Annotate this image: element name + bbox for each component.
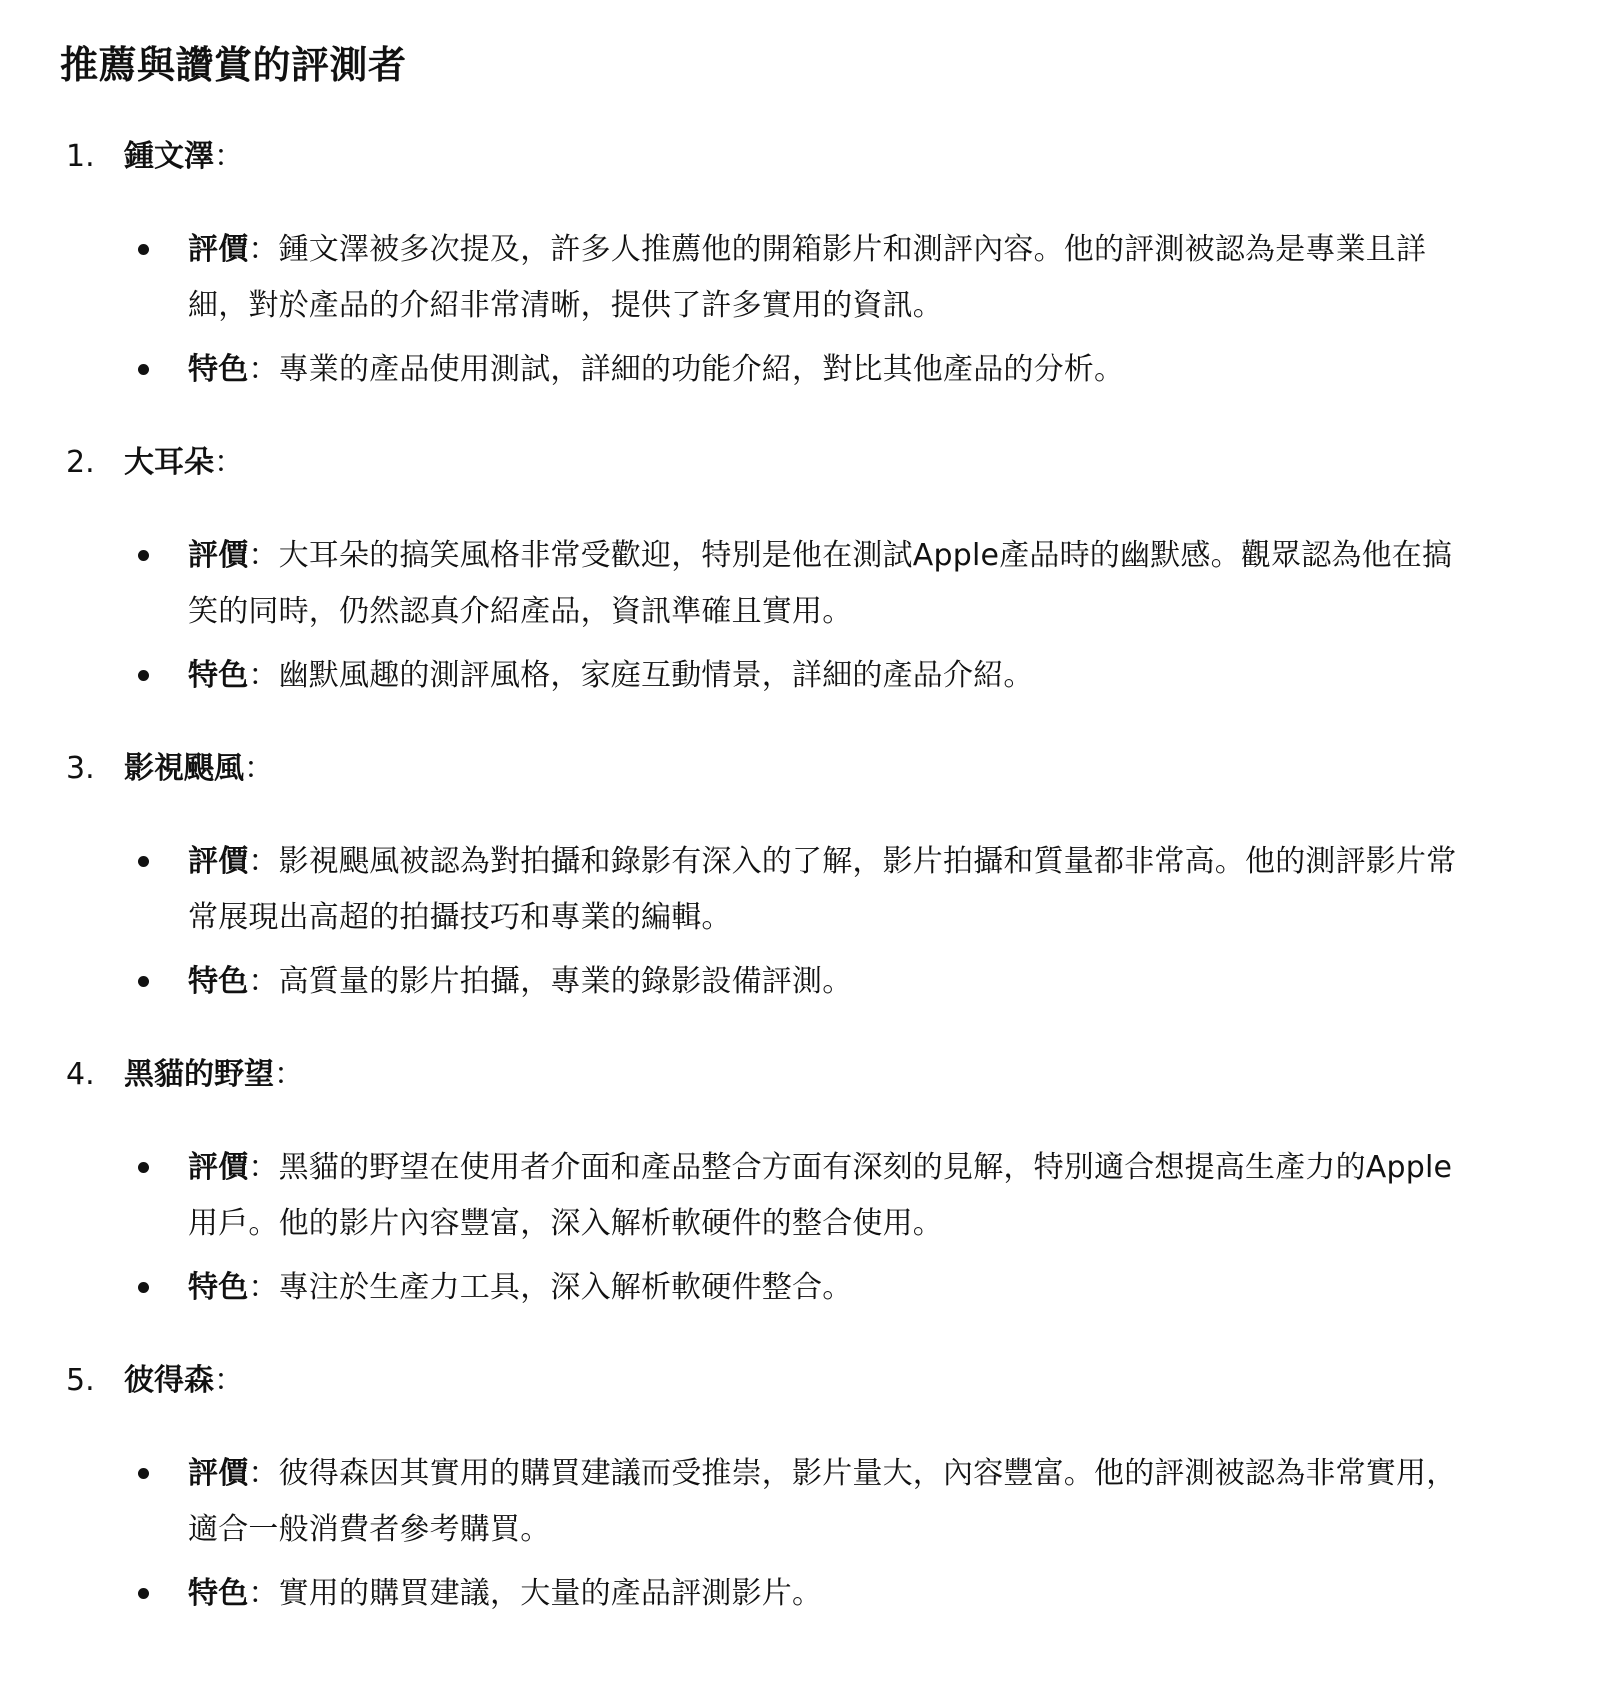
colon: ： — [244, 751, 274, 786]
colon: ： — [214, 1363, 244, 1398]
reviewer-item — [60, 128, 1538, 398]
colon: ： — [248, 1150, 279, 1185]
reviewer-heading — [60, 434, 1538, 492]
evaluation-item — [60, 222, 1538, 334]
feature-label: 特色 — [188, 1576, 249, 1611]
feature-text: 專注於生產力工具，深入解析軟硬件整合。 — [278, 1270, 853, 1305]
evaluation-label: 評價 — [188, 844, 249, 879]
reviewer-details — [60, 1446, 1538, 1622]
list-number: 3. — [66, 751, 95, 786]
evaluation-label: 評價 — [188, 1150, 249, 1185]
bullet-icon — [138, 1468, 149, 1479]
reviewer-list — [60, 128, 1538, 1622]
evaluation-item — [60, 1140, 1538, 1252]
reviewer-details — [60, 834, 1538, 1010]
feature-label: 特色 — [188, 658, 249, 693]
feature-item — [60, 648, 1538, 704]
evaluation-text: 彼得森因其實用的購買建議而受推崇，影片量大，內容豐富。他的評測被認為非常實用，適合一般消費者參考購買。 — [188, 1456, 1457, 1547]
reviewer-name: 影視颶風 — [124, 751, 244, 786]
reviewer-item — [60, 1352, 1538, 1622]
feature-text: 實用的購買建議，大量的產品評測影片。 — [278, 1576, 823, 1611]
bullet-icon — [138, 670, 149, 681]
feature-text: 專業的產品使用測試，詳細的功能介紹，對比其他產品的分析。 — [278, 352, 1125, 387]
reviewer-name: 彼得森 — [124, 1363, 214, 1398]
reviewer-name: 鍾文澤 — [124, 139, 214, 174]
list-number: 4. — [66, 1057, 95, 1092]
evaluation-item — [60, 1446, 1538, 1558]
colon: ： — [214, 139, 244, 174]
bullet-icon — [138, 1162, 149, 1173]
colon: ： — [274, 1057, 304, 1092]
bullet-icon — [138, 244, 149, 255]
reviewer-name: 大耳朵 — [124, 445, 214, 480]
bullet-icon — [138, 364, 149, 375]
feature-item — [60, 342, 1538, 398]
reviewer-item — [60, 434, 1538, 704]
reviewer-details — [60, 528, 1538, 704]
evaluation-label: 評價 — [188, 232, 249, 267]
colon: ： — [248, 1576, 279, 1611]
feature-label: 特色 — [188, 352, 249, 387]
reviewer-item — [60, 740, 1538, 1010]
evaluation-text: 鍾文澤被多次提及，許多人推薦他的開箱影片和測評內容。他的評測被認為是專業且詳細，對於產品的介紹非常清晰，提供了許多實用的資訊。 — [188, 232, 1427, 323]
evaluation-text: 黑貓的野望在使用者介面和產品整合方面有深刻的見解，特別適合想提高生產力的Apple用戶。他的影片內容豐富，深入解析軟硬件的整合使用。 — [188, 1150, 1453, 1241]
colon: ： — [248, 1456, 279, 1491]
bullet-icon — [138, 1588, 149, 1599]
evaluation-label: 評價 — [188, 1456, 249, 1491]
bullet-icon — [138, 1282, 149, 1293]
feature-item — [60, 1260, 1538, 1316]
evaluation-label: 評價 — [188, 538, 249, 573]
feature-item — [60, 954, 1538, 1010]
evaluation-text: 大耳朵的搞笑風格非常受歡迎，特別是他在測試Apple產品時的幽默感。觀眾認為他在搞笑的同時，仍然認真介紹產品，資訊準確且實用。 — [188, 538, 1453, 629]
reviewer-heading — [60, 128, 1538, 186]
colon: ： — [248, 844, 279, 879]
colon: ： — [248, 964, 279, 999]
bullet-icon — [138, 856, 149, 867]
evaluation-text: 影視颶風被認為對拍攝和錄影有深入的了解，影片拍攝和質量都非常高。他的測評影片常常展現出高超的拍攝技巧和專業的編輯。 — [188, 844, 1457, 935]
reviewer-details — [60, 222, 1538, 398]
list-number: 5. — [66, 1363, 95, 1398]
list-number: 2. — [66, 445, 95, 480]
feature-item — [60, 1566, 1538, 1622]
reviewer-name: 黑貓的野望 — [124, 1057, 274, 1092]
feature-label: 特色 — [188, 1270, 249, 1305]
colon: ： — [248, 352, 279, 387]
bullet-icon — [138, 550, 149, 561]
bullet-icon — [138, 976, 149, 987]
colon: ： — [248, 538, 279, 573]
feature-label: 特色 — [188, 964, 249, 999]
colon: ： — [248, 232, 279, 267]
evaluation-item — [60, 834, 1538, 946]
reviewer-heading — [60, 1352, 1538, 1410]
reviewer-heading — [60, 740, 1538, 798]
colon: ： — [248, 1270, 279, 1305]
colon: ： — [248, 658, 279, 693]
feature-text: 幽默風趣的測評風格，家庭互動情景，詳細的產品介紹。 — [278, 658, 1034, 693]
reviewer-details — [60, 1140, 1538, 1316]
colon: ： — [214, 445, 244, 480]
list-number: 1. — [66, 139, 95, 174]
reviewer-item — [60, 1046, 1538, 1316]
feature-text: 高質量的影片拍攝，專業的錄影設備評測。 — [278, 964, 853, 999]
reviewer-heading — [60, 1046, 1538, 1104]
page-title: 推薦與讚賞的評測者 — [60, 43, 407, 87]
evaluation-item — [60, 528, 1538, 640]
